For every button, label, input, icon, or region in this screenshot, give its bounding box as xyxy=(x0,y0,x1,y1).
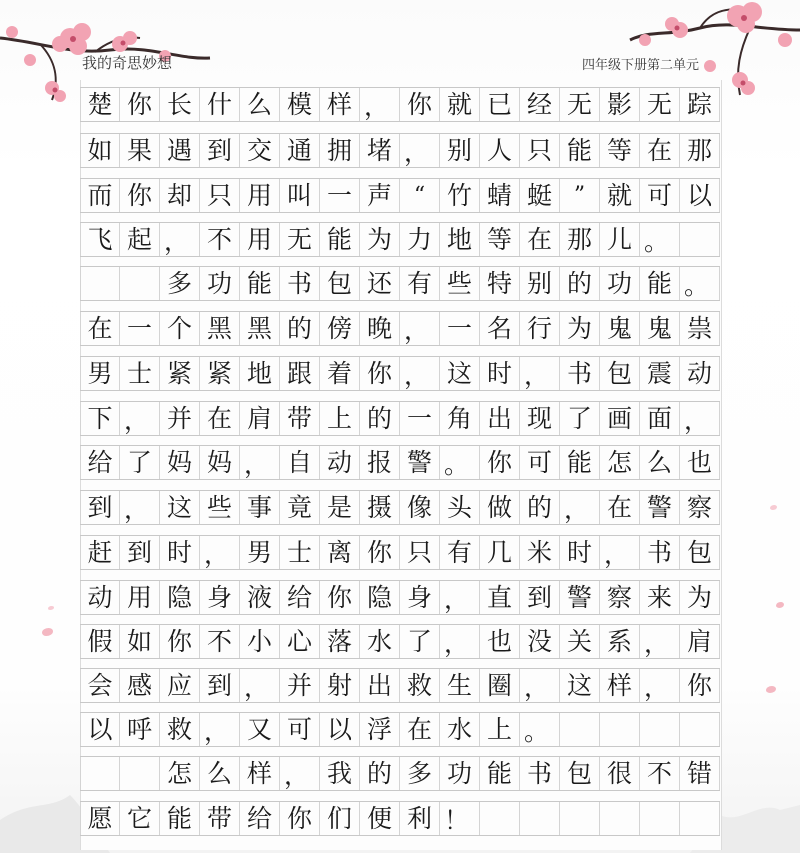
grid-cell: 你 xyxy=(680,669,720,702)
grid-cell: 你 xyxy=(480,446,520,479)
grid-row xyxy=(80,133,720,168)
grid-row xyxy=(80,222,720,257)
grid-cell: 那 xyxy=(680,134,720,167)
grid-cell: 包 xyxy=(600,357,640,390)
grid-cell: 直 xyxy=(480,581,520,614)
grid-cell: 来 xyxy=(640,581,680,614)
grid-cell: 的 xyxy=(360,402,400,435)
grid-cell: 到 xyxy=(80,491,120,524)
grid-cell: 角 xyxy=(440,402,480,435)
grid-cell: 救 xyxy=(400,669,440,702)
grid-cell: 鬼 xyxy=(600,312,640,345)
grid-cell: 带 xyxy=(280,402,320,435)
grid-row xyxy=(80,178,720,213)
grid-cell: ， xyxy=(200,713,240,746)
grid-cell: ， xyxy=(240,669,280,702)
grid-cell: 妈 xyxy=(200,446,240,479)
grid-cell: 功 xyxy=(440,757,480,790)
grid-cell: 自 xyxy=(280,446,320,479)
grid-cell: 做 xyxy=(480,491,520,524)
grid-cell: 黑 xyxy=(200,312,240,345)
grid-cell: 等 xyxy=(600,134,640,167)
grid-cell: 紧 xyxy=(200,357,240,390)
grid-cell: 功 xyxy=(200,267,240,300)
grid-cell: 这 xyxy=(560,669,600,702)
grid-cell: 带 xyxy=(200,802,240,835)
grid-cell: 妈 xyxy=(160,446,200,479)
grid-cell: 能 xyxy=(480,757,520,790)
grid-cell: 黑 xyxy=(240,312,280,345)
grid-row xyxy=(80,801,720,836)
grid-cell: 么 xyxy=(640,446,680,479)
grid-cell: 堵 xyxy=(360,134,400,167)
essay-title: 我的奇思妙想 xyxy=(82,54,173,72)
grid-cell: 可 xyxy=(640,179,680,212)
grid-cell: 已 xyxy=(480,88,520,121)
grid-cell: 还 xyxy=(360,267,400,300)
grid-cell: 跟 xyxy=(280,357,320,390)
grid-cell: 书 xyxy=(640,536,680,569)
grid-cell: 包 xyxy=(320,267,360,300)
grid-cell: 你 xyxy=(120,179,160,212)
grid-cell: 祟 xyxy=(680,312,720,345)
grid-cell: 么 xyxy=(200,757,240,790)
grid-cell: 假 xyxy=(80,625,120,658)
grid-cell: ， xyxy=(360,88,400,121)
grid-cell: 会 xyxy=(80,669,120,702)
grid-cell: 地 xyxy=(440,223,480,256)
grid-cell: 士 xyxy=(120,357,160,390)
grid-cell: ， xyxy=(120,402,160,435)
grid-cell: 并 xyxy=(280,669,320,702)
grid-cell: 隐 xyxy=(360,581,400,614)
grid-cell xyxy=(120,757,160,790)
grid-cell: 不 xyxy=(640,757,680,790)
grid-row xyxy=(80,87,720,122)
grid-cell xyxy=(680,713,720,746)
grid-cell: 多 xyxy=(160,267,200,300)
grid-row xyxy=(80,756,720,791)
grid-cell: 到 xyxy=(520,581,560,614)
grid-cell: 时 xyxy=(560,536,600,569)
grid-cell: 动 xyxy=(680,357,720,390)
grid-cell: 察 xyxy=(600,581,640,614)
grid-cell xyxy=(600,802,640,835)
grid-cell: 竹 xyxy=(440,179,480,212)
grid-cell: 么 xyxy=(240,88,280,121)
grid-cell: 只 xyxy=(520,134,560,167)
grid-cell: 几 xyxy=(480,536,520,569)
grid-cell: 愿 xyxy=(80,802,120,835)
grid-row xyxy=(80,668,720,703)
grid-cell: 离 xyxy=(320,536,360,569)
grid-cell: 不 xyxy=(200,625,240,658)
grid-cell: 。 xyxy=(520,713,560,746)
grid-cell: 书 xyxy=(560,357,600,390)
grid-cell: 也 xyxy=(680,446,720,479)
grid-cell: 遇 xyxy=(160,134,200,167)
grid-cell: 也 xyxy=(480,625,520,658)
grid-cell: 在 xyxy=(520,223,560,256)
grid-cell: 什 xyxy=(200,88,240,121)
grid-cell: 能 xyxy=(560,134,600,167)
grid-cell: 了 xyxy=(560,402,600,435)
grid-cell: ， xyxy=(440,581,480,614)
grid-row xyxy=(80,535,720,570)
grid-cell: 儿 xyxy=(600,223,640,256)
grid-cell: 踪 xyxy=(680,88,720,121)
grid-cell: 救 xyxy=(160,713,200,746)
grid-cell: 一 xyxy=(120,312,160,345)
grid-cell: “ xyxy=(400,179,440,212)
grid-cell: 出 xyxy=(480,402,520,435)
grid-row xyxy=(80,712,720,747)
grid-cell xyxy=(680,802,720,835)
grid-cell: 们 xyxy=(320,802,360,835)
grid-cell: 如 xyxy=(120,625,160,658)
grid-cell: 并 xyxy=(160,402,200,435)
grid-cell: 圈 xyxy=(480,669,520,702)
grid-cell: 以 xyxy=(80,713,120,746)
grid-cell: 那 xyxy=(560,223,600,256)
grid-cell: ！ xyxy=(440,802,480,835)
grid-cell: 如 xyxy=(80,134,120,167)
grid-cell: ， xyxy=(640,625,680,658)
grid-cell: 特 xyxy=(480,267,520,300)
grid-cell: 名 xyxy=(480,312,520,345)
grid-cell: 用 xyxy=(240,179,280,212)
grid-cell: 模 xyxy=(280,88,320,121)
grid-cell: 在 xyxy=(80,312,120,345)
grid-cell: 感 xyxy=(120,669,160,702)
grid-cell: 你 xyxy=(360,357,400,390)
grid-cell: 可 xyxy=(520,446,560,479)
grid-cell: 怎 xyxy=(600,446,640,479)
grid-cell xyxy=(80,267,120,300)
grid-cell xyxy=(120,267,160,300)
grid-cell: 关 xyxy=(560,625,600,658)
grid-cell: 时 xyxy=(160,536,200,569)
grid-cell: 身 xyxy=(200,581,240,614)
grid-cell: 为 xyxy=(560,312,600,345)
grid-cell: 一 xyxy=(440,312,480,345)
grid-cell: 系 xyxy=(600,625,640,658)
grid-cell: 呼 xyxy=(120,713,160,746)
grid-cell: 肩 xyxy=(240,402,280,435)
grid-cell: 有 xyxy=(440,536,480,569)
grid-cell: 力 xyxy=(400,223,440,256)
grid-cell xyxy=(600,713,640,746)
grid-cell: 而 xyxy=(80,179,120,212)
grid-cell: 的 xyxy=(360,757,400,790)
grid-cell xyxy=(640,713,680,746)
grid-cell: 果 xyxy=(120,134,160,167)
grid-cell: 震 xyxy=(640,357,680,390)
grid-cell: 士 xyxy=(280,536,320,569)
grid-cell: 这 xyxy=(160,491,200,524)
grid-cell xyxy=(80,757,120,790)
grid-cell: 行 xyxy=(520,312,560,345)
grid-cell: 肩 xyxy=(680,625,720,658)
grid-cell: ， xyxy=(640,669,680,702)
grid-cell: 在 xyxy=(640,134,680,167)
grid-cell: 为 xyxy=(680,581,720,614)
grid-cell: 却 xyxy=(160,179,200,212)
grid-cell xyxy=(480,802,520,835)
grid-cell: 你 xyxy=(280,802,320,835)
grid-cell: 米 xyxy=(520,536,560,569)
grid-cell: 像 xyxy=(400,491,440,524)
grid-cell: 警 xyxy=(560,581,600,614)
grid-cell: 隐 xyxy=(160,581,200,614)
grid-cell: ， xyxy=(520,357,560,390)
grid-row xyxy=(80,311,720,346)
grid-cell: 在 xyxy=(400,713,440,746)
grid-cell: 是 xyxy=(320,491,360,524)
grid-cell: 的 xyxy=(560,267,600,300)
grid-cell: ， xyxy=(560,491,600,524)
grid-cell: 用 xyxy=(240,223,280,256)
grid-cell: 下 xyxy=(80,402,120,435)
grid-cell: 地 xyxy=(240,357,280,390)
grid-cell: 功 xyxy=(600,267,640,300)
grid-cell: 警 xyxy=(400,446,440,479)
grid-cell: 你 xyxy=(160,625,200,658)
grid-cell: 了 xyxy=(120,446,160,479)
grid-row xyxy=(80,401,720,436)
grid-cell: 傍 xyxy=(320,312,360,345)
grid-cell: 身 xyxy=(400,581,440,614)
grid-cell: 你 xyxy=(400,88,440,121)
grid-cell: 赶 xyxy=(80,536,120,569)
grid-cell: 。 xyxy=(640,223,680,256)
grid-cell: 。 xyxy=(440,446,480,479)
grid-cell xyxy=(680,223,720,256)
grid-cell: 又 xyxy=(240,713,280,746)
grid-cell: 等 xyxy=(480,223,520,256)
grid-cell: ， xyxy=(120,491,160,524)
grid-cell: 书 xyxy=(280,267,320,300)
grid-cell: 起 xyxy=(120,223,160,256)
grid-cell: 水 xyxy=(360,625,400,658)
grid-cell: 影 xyxy=(600,88,640,121)
grid-cell: 一 xyxy=(320,179,360,212)
grid-cell: 利 xyxy=(400,802,440,835)
grid-cell: 能 xyxy=(160,802,200,835)
grid-cell: 鬼 xyxy=(640,312,680,345)
grid-cell: 叫 xyxy=(280,179,320,212)
grid-cell: 着 xyxy=(320,357,360,390)
grid-cell: 给 xyxy=(80,446,120,479)
grid-cell: 的 xyxy=(520,491,560,524)
grid-cell: 能 xyxy=(640,267,680,300)
grid-cell: 你 xyxy=(360,536,400,569)
grid-cell: 小 xyxy=(240,625,280,658)
grid-cell: 紧 xyxy=(160,357,200,390)
grid-cell: 生 xyxy=(440,669,480,702)
grid-cell: 男 xyxy=(80,357,120,390)
grid-cell: 在 xyxy=(600,491,640,524)
grid-cell: ， xyxy=(400,312,440,345)
grid-cell: 上 xyxy=(480,713,520,746)
grid-cell: 心 xyxy=(280,625,320,658)
grid-cell: 它 xyxy=(120,802,160,835)
grid-row xyxy=(80,624,720,659)
grid-cell: 无 xyxy=(560,88,600,121)
grid-cell: 。 xyxy=(680,267,720,300)
grid-cell: 能 xyxy=(240,267,280,300)
grid-cell: 长 xyxy=(160,88,200,121)
grid-cell: 为 xyxy=(360,223,400,256)
grid-cell: ， xyxy=(600,536,640,569)
grid-cell: 包 xyxy=(560,757,600,790)
grid-cell: 人 xyxy=(480,134,520,167)
grid-cell: ， xyxy=(400,134,440,167)
grid-cell: 多 xyxy=(400,757,440,790)
grid-cell: 水 xyxy=(440,713,480,746)
grid-cell: 很 xyxy=(600,757,640,790)
grid-cell: 浮 xyxy=(360,713,400,746)
grid-cell: ， xyxy=(280,757,320,790)
grid-cell: 通 xyxy=(280,134,320,167)
grid-cell: 楚 xyxy=(80,88,120,121)
grid-cell xyxy=(560,713,600,746)
grid-cell: 拥 xyxy=(320,134,360,167)
grid-cell: 交 xyxy=(240,134,280,167)
grid-cell: 在 xyxy=(200,402,240,435)
grid-cell: 不 xyxy=(200,223,240,256)
grid-cell: 怎 xyxy=(160,757,200,790)
grid-cell: 以 xyxy=(680,179,720,212)
grid-cell: ” xyxy=(560,179,600,212)
grid-cell: 便 xyxy=(360,802,400,835)
grid-cell: 时 xyxy=(480,357,520,390)
grid-cell xyxy=(520,802,560,835)
grid-cell: 能 xyxy=(320,223,360,256)
grid-cell: ， xyxy=(520,669,560,702)
grid-cell: 警 xyxy=(640,491,680,524)
grid-cell: 竟 xyxy=(280,491,320,524)
grid-cell: 蜓 xyxy=(520,179,560,212)
grid-cell: 包 xyxy=(680,536,720,569)
grid-cell: ， xyxy=(400,357,440,390)
grid-cell: 男 xyxy=(240,536,280,569)
grid-cell: 上 xyxy=(320,402,360,435)
grid-cell: 晚 xyxy=(360,312,400,345)
grid-cell: ， xyxy=(200,536,240,569)
grid-cell: 落 xyxy=(320,625,360,658)
grid-cell: 错 xyxy=(680,757,720,790)
grid-cell: ， xyxy=(160,223,200,256)
grid-cell: 蜻 xyxy=(480,179,520,212)
grid-cell: 只 xyxy=(200,179,240,212)
grid-cell: 头 xyxy=(440,491,480,524)
grid-cell: 有 xyxy=(400,267,440,300)
grid-cell: 以 xyxy=(320,713,360,746)
grid-cell xyxy=(640,802,680,835)
grid-cell: 一 xyxy=(400,402,440,435)
grid-cell: 可 xyxy=(280,713,320,746)
grid-cell: 报 xyxy=(360,446,400,479)
grid-cell: 就 xyxy=(600,179,640,212)
grid-cell: 射 xyxy=(320,669,360,702)
grid-cell: 摄 xyxy=(360,491,400,524)
unit-label: 四年级下册第二单元 xyxy=(582,58,700,73)
grid-cell: 用 xyxy=(120,581,160,614)
grid-cell: 察 xyxy=(680,491,720,524)
grid-cell: 出 xyxy=(360,669,400,702)
grid-cell: 个 xyxy=(160,312,200,345)
grid-cell: 没 xyxy=(520,625,560,658)
grid-cell: 面 xyxy=(640,402,680,435)
grid-cell: 声 xyxy=(360,179,400,212)
grid-cell: 无 xyxy=(640,88,680,121)
grid-cell: 你 xyxy=(320,581,360,614)
grid-cell: 些 xyxy=(440,267,480,300)
grid-cell: 经 xyxy=(520,88,560,121)
grid-cell: 到 xyxy=(200,669,240,702)
grid-cell: 你 xyxy=(120,88,160,121)
grid-cell: 给 xyxy=(280,581,320,614)
grid-cell xyxy=(560,802,600,835)
grid-cell: 飞 xyxy=(80,223,120,256)
grid-cell: 画 xyxy=(600,402,640,435)
grid-cell: 书 xyxy=(520,757,560,790)
grid-cell: 就 xyxy=(440,88,480,121)
grid-cell: 到 xyxy=(200,134,240,167)
grid-cell: 的 xyxy=(280,312,320,345)
grid-cell: 应 xyxy=(160,669,200,702)
grid-cell: 我 xyxy=(320,757,360,790)
grid-row xyxy=(80,356,720,391)
grid-cell: 现 xyxy=(520,402,560,435)
grid-cell: 样 xyxy=(240,757,280,790)
grid-row xyxy=(80,445,720,480)
grid-row xyxy=(80,580,720,615)
grid-cell: 事 xyxy=(240,491,280,524)
grid-row xyxy=(80,266,720,301)
grid-cell: 给 xyxy=(240,802,280,835)
grid-cell: 无 xyxy=(280,223,320,256)
grid-cell: 液 xyxy=(240,581,280,614)
grid-cell: 动 xyxy=(320,446,360,479)
grid-cell: 动 xyxy=(80,581,120,614)
grid-cell: 样 xyxy=(600,669,640,702)
grid-cell: 了 xyxy=(400,625,440,658)
grid-cell: ， xyxy=(240,446,280,479)
grid-row xyxy=(80,490,720,525)
grid-cell: ， xyxy=(680,402,720,435)
grid-cell: 别 xyxy=(520,267,560,300)
grid-cell: 些 xyxy=(200,491,240,524)
grid-cell: 别 xyxy=(440,134,480,167)
grid-cell: ， xyxy=(440,625,480,658)
grid-cell: 样 xyxy=(320,88,360,121)
grid-cell: 到 xyxy=(120,536,160,569)
grid-cell: 只 xyxy=(400,536,440,569)
grid-cell: 能 xyxy=(560,446,600,479)
grid-cell: 这 xyxy=(440,357,480,390)
